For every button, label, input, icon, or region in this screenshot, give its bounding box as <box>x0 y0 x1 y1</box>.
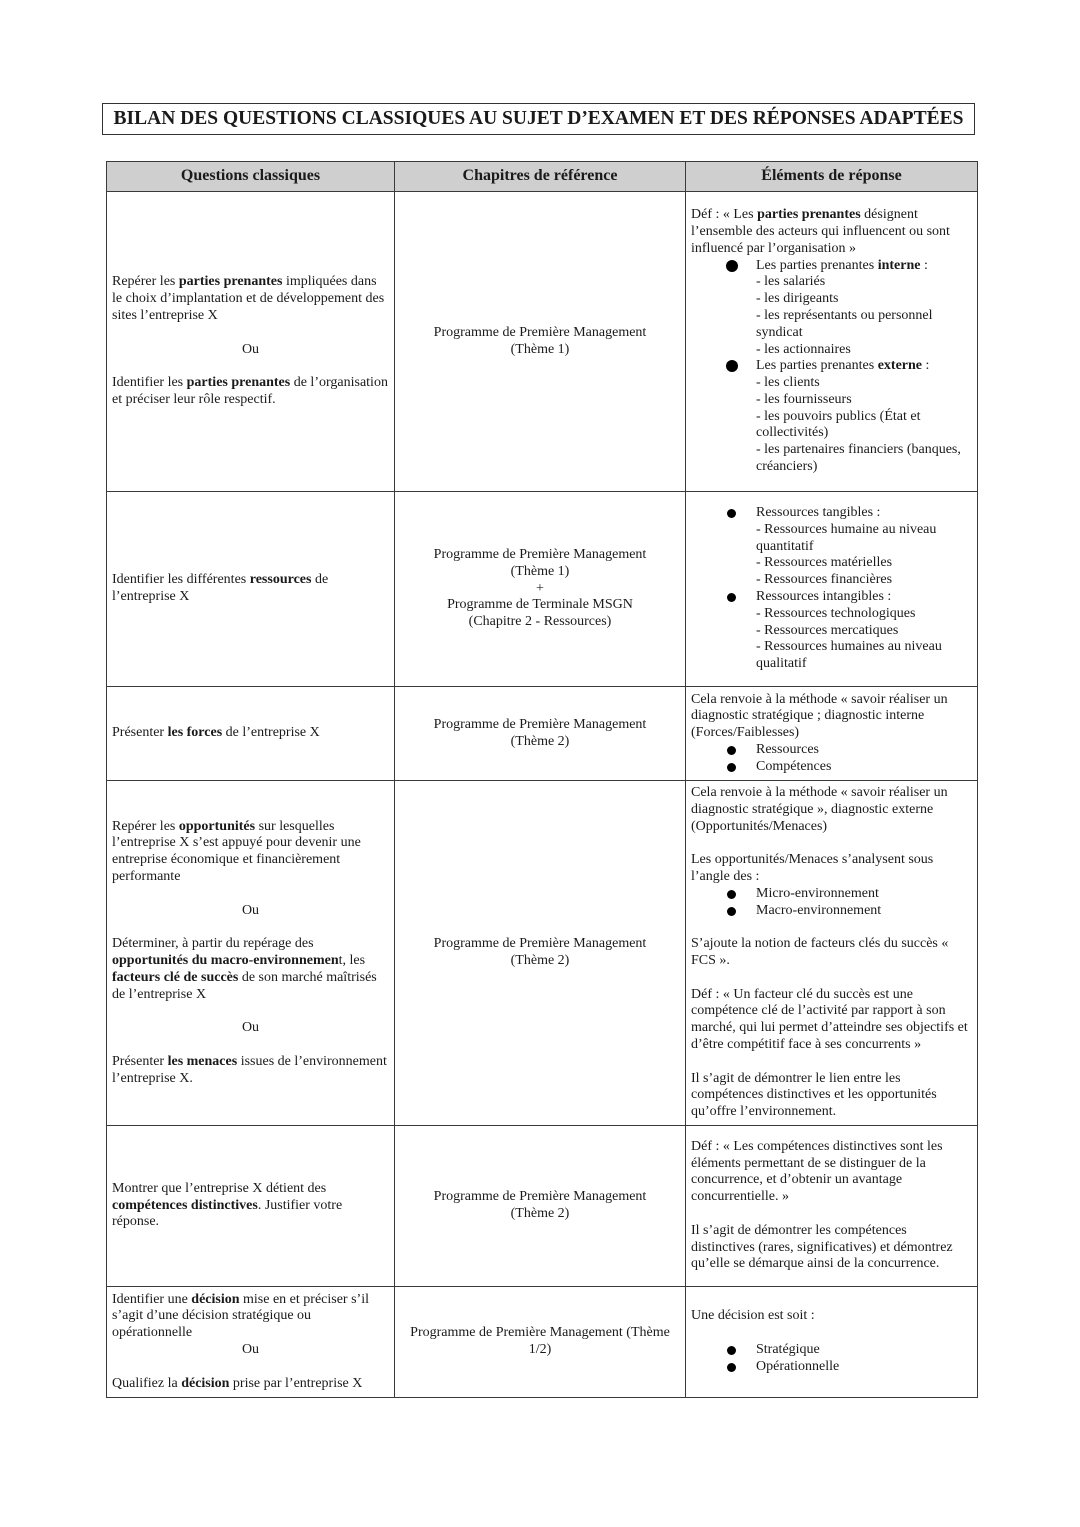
question-cell: Présenter les forces de l’entreprise X <box>107 687 395 781</box>
bullet-icon <box>727 593 736 602</box>
chapter-cell: Programme de Première Management (Thème 2) <box>395 781 686 1126</box>
bullet-icon <box>727 1363 736 1372</box>
question-cell: Montrer que l’entreprise X détient des compétences distinctives. Justifier votre réponse. <box>107 1126 395 1287</box>
ou-separator: Ou <box>241 902 260 918</box>
question-text: Identifier les parties prenantes de l’organisation et préciser leur rôle respectif. <box>112 375 388 407</box>
ou-separator: Ou <box>241 1020 260 1036</box>
answer-cell <box>686 192 978 492</box>
bullet-list <box>691 505 972 673</box>
answer-cell: Déf : « Les compétences distinctives sont les éléments permettant de se distinguer de la concurrence, et d’obtenir un avantage concurrentielle. » Il s’agit de démontrer les compétences distinctives (rares, significatives) et démontrez qu’elle se démarque ainsi de la concurrence. <box>686 1126 978 1287</box>
answer-cell: Une décision est soit : Stratégique Opérationnelle <box>686 1287 978 1398</box>
questions-table <box>106 161 978 1398</box>
definition-text: Déf : « Les parties prenantes désignent l’ensemble des acteurs qui influencent ou sont influencé par l’organisation » <box>691 207 950 256</box>
question-cell: Repérer les opportunités sur lesquelles l’entreprise X s’est appuyé pour devenir une entreprise économique et financièrement performante Ou Déterminer, à partir du repérage des opportunités du macro-environnement, les facteurs clé de succès de son marché maîtrisés de l’entreprise X Ou Présenter les menaces issues de l’environnement l’entreprise X. <box>107 781 395 1126</box>
list-item: Opérationnelle <box>691 1359 972 1376</box>
bullet-icon <box>726 260 738 272</box>
table-row <box>107 1287 978 1398</box>
question-text: Repérer les parties prenantes impliquées dans le choix d’implantation et de développement des sites l’entreprise X <box>112 274 385 323</box>
chapter-cell: Programme de Première Management (Thème 1) + Programme de Terminale MSGN (Chapitre 2 - Ressources) <box>395 492 686 687</box>
question-cell <box>107 192 395 492</box>
table-row <box>107 1126 978 1287</box>
list-item: Compétences <box>691 759 972 776</box>
list-item: Les parties prenantes interne : - les salariés - les dirigeants - les représentants ou personnel syndicat - les actionnaires <box>691 258 972 359</box>
ou-separator: Ou <box>241 341 260 357</box>
bullet-icon <box>726 360 738 372</box>
list-item: Les parties prenantes externe : - les clients - les fournisseurs - les pouvoirs publics (État et collectivités) - les partenaires financiers (banques, créanciers) <box>691 358 972 476</box>
answer-cell <box>686 492 978 687</box>
list-item: Micro-environnement <box>691 886 972 903</box>
header-chapters: Chapitres de référence <box>395 162 686 192</box>
bullet-icon <box>727 890 736 899</box>
header-questions: Questions classiques <box>107 162 395 192</box>
table-row <box>107 192 978 492</box>
list-item: Macro-environnement <box>691 903 972 920</box>
list-item: Ressources intangibles : - Ressources technologiques - Ressources mercatiques - Ressources humaines au niveau qualitatif <box>691 589 972 673</box>
bullet-list <box>691 258 972 476</box>
chapter-cell: Programme de Première Management (Thème 1/2) <box>395 1287 686 1398</box>
table-row <box>107 781 978 1126</box>
bullet-icon <box>727 763 736 772</box>
bullet-icon <box>727 746 736 755</box>
chapter-cell: Programme de Première Management (Thème 2) <box>395 687 686 781</box>
table-row <box>107 687 978 781</box>
bullet-list <box>691 1342 972 1376</box>
chapter-cell: Programme de Première Management (Thème 2) <box>395 1126 686 1287</box>
bullet-icon <box>727 1346 736 1355</box>
table-header-row <box>107 162 978 192</box>
bullet-icon <box>727 509 736 518</box>
bullet-list <box>691 742 972 776</box>
bullet-list <box>691 886 972 920</box>
question-cell: Identifier une décision mise en et préciser s’il s’agit d’une décision stratégique ou opérationnelle Ou Qualifiez la décision prise par l’entreprise X <box>107 1287 395 1398</box>
ou-separator: Ou <box>241 1342 260 1357</box>
list-item: Stratégique <box>691 1342 972 1359</box>
bullet-icon <box>727 907 736 916</box>
chapter-cell: Programme de Première Management (Thème 1) <box>395 192 686 492</box>
list-item: Ressources tangibles : - Ressources humaine au niveau quantitatif - Ressources matérielles - Ressources financières <box>691 505 972 589</box>
question-cell: Identifier les différentes ressources de l’entreprise X <box>107 492 395 687</box>
header-answers: Éléments de réponse <box>686 162 978 192</box>
table-row <box>107 492 978 687</box>
answer-cell: Cela renvoie à la méthode « savoir réaliser un diagnostic stratégique ; diagnostic interne (Forces/Faiblesses) Ressources Compétences <box>686 687 978 781</box>
answer-cell: Cela renvoie à la méthode « savoir réaliser un diagnostic stratégique », diagnostic externe (Opportunités/Menaces) Les opportunités/Menaces s’analysent sous l’angle des : Micro-environnement Macro-environnement S’ajoute la notion de facteurs clés du succès « FCS ». Déf : « Un facteur clé du succès est une compétence clé de l’activité par rapport à son marché, qui lui permet d’atteindre ses objectifs et d’être compétitif face à ses concurrents » Il s’agit de démontrer le lien entre les compétences distinctives et les opportunités qu’offre l’environnement. <box>686 781 978 1126</box>
document-title: BILAN DES QUESTIONS CLASSIQUES AU SUJET D’EXAMEN ET DES RÉPONSES ADAPTÉES <box>102 103 975 135</box>
list-item: Ressources <box>691 742 972 759</box>
